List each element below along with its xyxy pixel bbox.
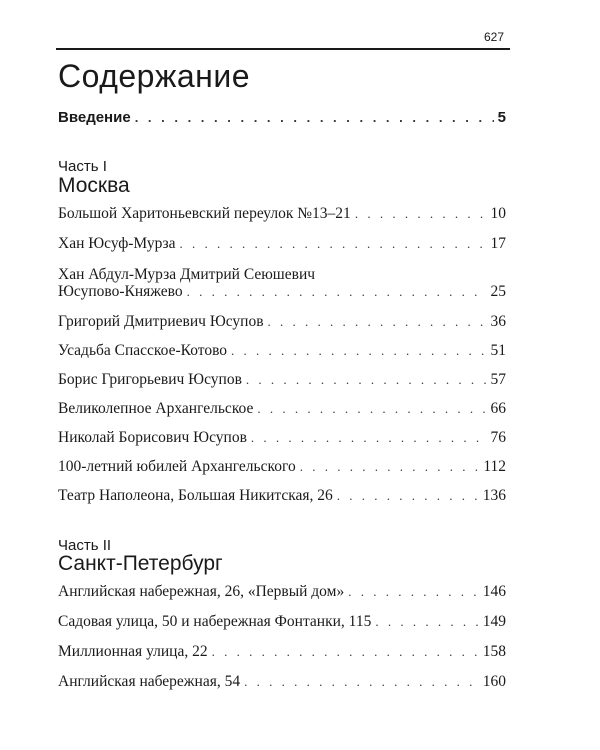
toc-entry-label: Хан Юсуф-Мурза [58, 235, 176, 252]
toc-entry-label: Борис Григорьевич Юсупов [58, 371, 242, 388]
leader-dots [355, 204, 487, 224]
leader-dots [300, 457, 480, 477]
leader-dots [135, 108, 494, 128]
leader-dots [251, 428, 487, 448]
toc-entry-label: Садовая улица, 50 и набережная Фонтанки, 115 [58, 613, 372, 630]
toc-entry-label: Великолепное Архангельское [58, 400, 254, 417]
part-2-title: Санкт-Петербург [58, 552, 223, 575]
toc-entry-page: 158 [482, 643, 506, 660]
toc-entry-label: 100-летний юбилей Архангельского [58, 458, 296, 475]
toc-entry[interactable] [58, 282, 506, 302]
leader-dots [257, 399, 486, 419]
toc-entry-page: 36 [490, 313, 506, 330]
toc-title: Содержание [58, 58, 251, 94]
toc-entry[interactable] [58, 312, 506, 332]
toc-entry-page: 66 [490, 400, 506, 417]
toc-entry-label: Юсупово-Княжево [58, 283, 183, 300]
toc-entry-page: 149 [482, 613, 506, 630]
toc-entry[interactable] [58, 428, 506, 448]
toc-entry[interactable] [58, 234, 506, 254]
part-2-label: Часть II [58, 537, 112, 554]
toc-entry-page: 136 [482, 487, 506, 504]
toc-entry[interactable] [58, 582, 506, 602]
leader-dots [180, 234, 487, 254]
toc-entry[interactable] [58, 457, 506, 477]
toc-entry-label: Введение [58, 109, 131, 126]
toc-entry[interactable] [58, 672, 506, 692]
toc-entry[interactable] [58, 486, 506, 506]
toc-entry-label: Большой Харитоньевский переулок №13–21 [58, 205, 351, 222]
toc-entry-label: Николай Борисович Юсупов [58, 429, 247, 446]
toc-entry-label: Григорий Дмитриевич Юсупов [58, 313, 264, 330]
leader-dots [244, 672, 479, 692]
toc-entry-page: 146 [482, 583, 506, 600]
leader-dots [337, 486, 479, 506]
leader-dots [246, 370, 487, 390]
leader-dots [268, 312, 487, 332]
toc-entry-page: 51 [490, 342, 506, 359]
toc-entry-label: Английская набережная, 26, «Первый дом» [58, 583, 345, 600]
page-number: 627 [483, 30, 504, 44]
toc-entry-intro[interactable] [58, 108, 506, 128]
toc-entry[interactable] [58, 399, 506, 419]
leader-dots [375, 612, 478, 632]
toc-entry[interactable] [58, 341, 506, 361]
toc-entry[interactable] [58, 204, 506, 224]
leader-dots [187, 282, 487, 302]
toc-entry-page: 5 [497, 109, 506, 126]
toc-entry-page: 57 [490, 371, 506, 388]
header-rule [56, 48, 510, 50]
leader-dots [348, 582, 479, 602]
toc-entry-label: Миллионная улица, 22 [58, 643, 208, 660]
toc-entry-page: 76 [490, 429, 506, 446]
toc-entry-page: 160 [482, 673, 506, 690]
part-1-title: Москва [58, 174, 130, 197]
leader-dots [212, 642, 479, 662]
toc-entry-label: Усадьба Спасское-Котово [58, 342, 228, 359]
toc-entry-label: Театр Наполеона, Большая Никитская, 26 [58, 487, 333, 504]
toc-entry-page: 10 [490, 205, 506, 222]
toc-entry-page: 25 [490, 283, 506, 300]
leader-dots [231, 341, 486, 361]
toc-entry[interactable] [58, 642, 506, 662]
toc-entry-page: 112 [483, 458, 506, 475]
toc-entry[interactable] [58, 370, 506, 390]
toc-entry-label: Английская набережная, 54 [58, 673, 241, 690]
toc-entry[interactable] [58, 612, 506, 632]
part-1-label: Часть I [58, 158, 107, 175]
toc-entry-label-line1[interactable]: Хан Абдул-Мурза Дмитрий Сеюшевич [58, 266, 316, 283]
toc-entry-page: 17 [490, 235, 506, 252]
